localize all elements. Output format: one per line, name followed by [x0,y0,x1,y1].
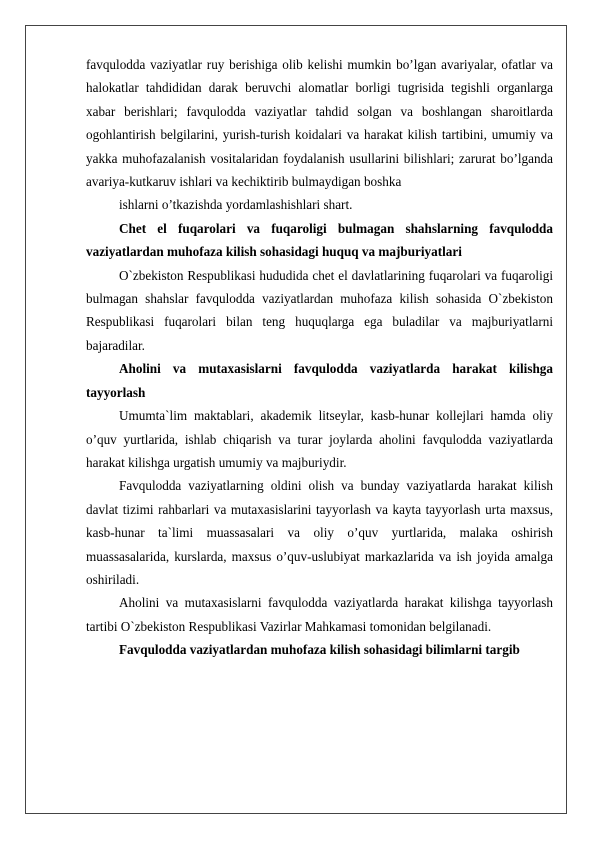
paragraph-foreign-citizens: O`zbekiston Respublikasi hududida chet el davlatlarining fuqarolari va fuqaroligi bulmagan shahslar favqulodda vaziyatlardan muhofaza kilish sohasida O`zbekiston Respublikasi fuqarolari bilan teng huquqlarga ega buladilar va majburiyatlarni bajaradilar. [86,267,553,353]
heading-population-training: Aholini va mutaxasislarni favqulodda vaziyatlarda harakat kilishga tayyorlash [86,361,553,400]
paragraph-education-institutions: Umumta`lim maktablari, akademik litseylar, kasb-hunar kollejlari hamda oliy o’quv yurtlarida, ishlab chiqarish va turar joylarda aholini favqulodda vaziyatlarda harakat kilishga urgatish umumiy va majburiydir. [86,408,553,470]
paragraph-training-order: Aholini va mutaxasislarni favqulodda vaziyatlarda harakat kilishga tayyorlash tartibi O`zbekiston Respublikasi Vazirlar Mahkamasi tomonidan belgilanadi. [86,595,553,634]
paragraph-duties-end: ishlarni o’tkazishda yordamlashishlari shart. [119,197,353,213]
heading-foreign-citizens-rights: Chet el fuqarolari va fuqaroligi bulmagan shahslarning favqulodda vaziyatlardan muhofaza kilish sohasidagi huquq va majburiyatlari [86,220,553,260]
paragraph-specialist-training: Favqulodda vaziyatlarning oldini olish va bunday vaziyatlarda harakat kilish davlat tizimi rahbarlari va mutaxasislarini tayyorlash va kayta tayyorlash urta maxsus, kasb-hunar ta`limi muassasalari va oliy o’quv yurtlarida, malaka oshirish muassasalarida, kurslarda, maxsus o’quv-uslubiyat markazlarida va ish joyida amalga oshiriladi. [86,478,553,587]
paragraph-duties-continuation: favqulodda vaziyatlar ruy berishiga olib kelishi mumkin bo’lgan avariyalar, ofatlar va halokatlar tahdididan darak beruvchi alomatlar borligi tugrisida tegishli organlarga xabar berishlari; favqulodda vaziyatlar tahdid solgan va boshlangan sharoitlarda ogohlantirish belgilarini, yurish-turish koidalari va harakat kilish tartibini, umumiy va yakka muhofazalanish vositalaridan foydalanish usullarini bilishlari; zarurat bo’lganda avariya-kutkaruv ishlari va kechiktirib bulmaydigan boshka [86,57,553,190]
heading-knowledge-promotion: Favqulodda vaziyatlardan muhofaza kilish sohasidagi bilimlarni targib [119,642,520,658]
document-body [86,53,553,662]
